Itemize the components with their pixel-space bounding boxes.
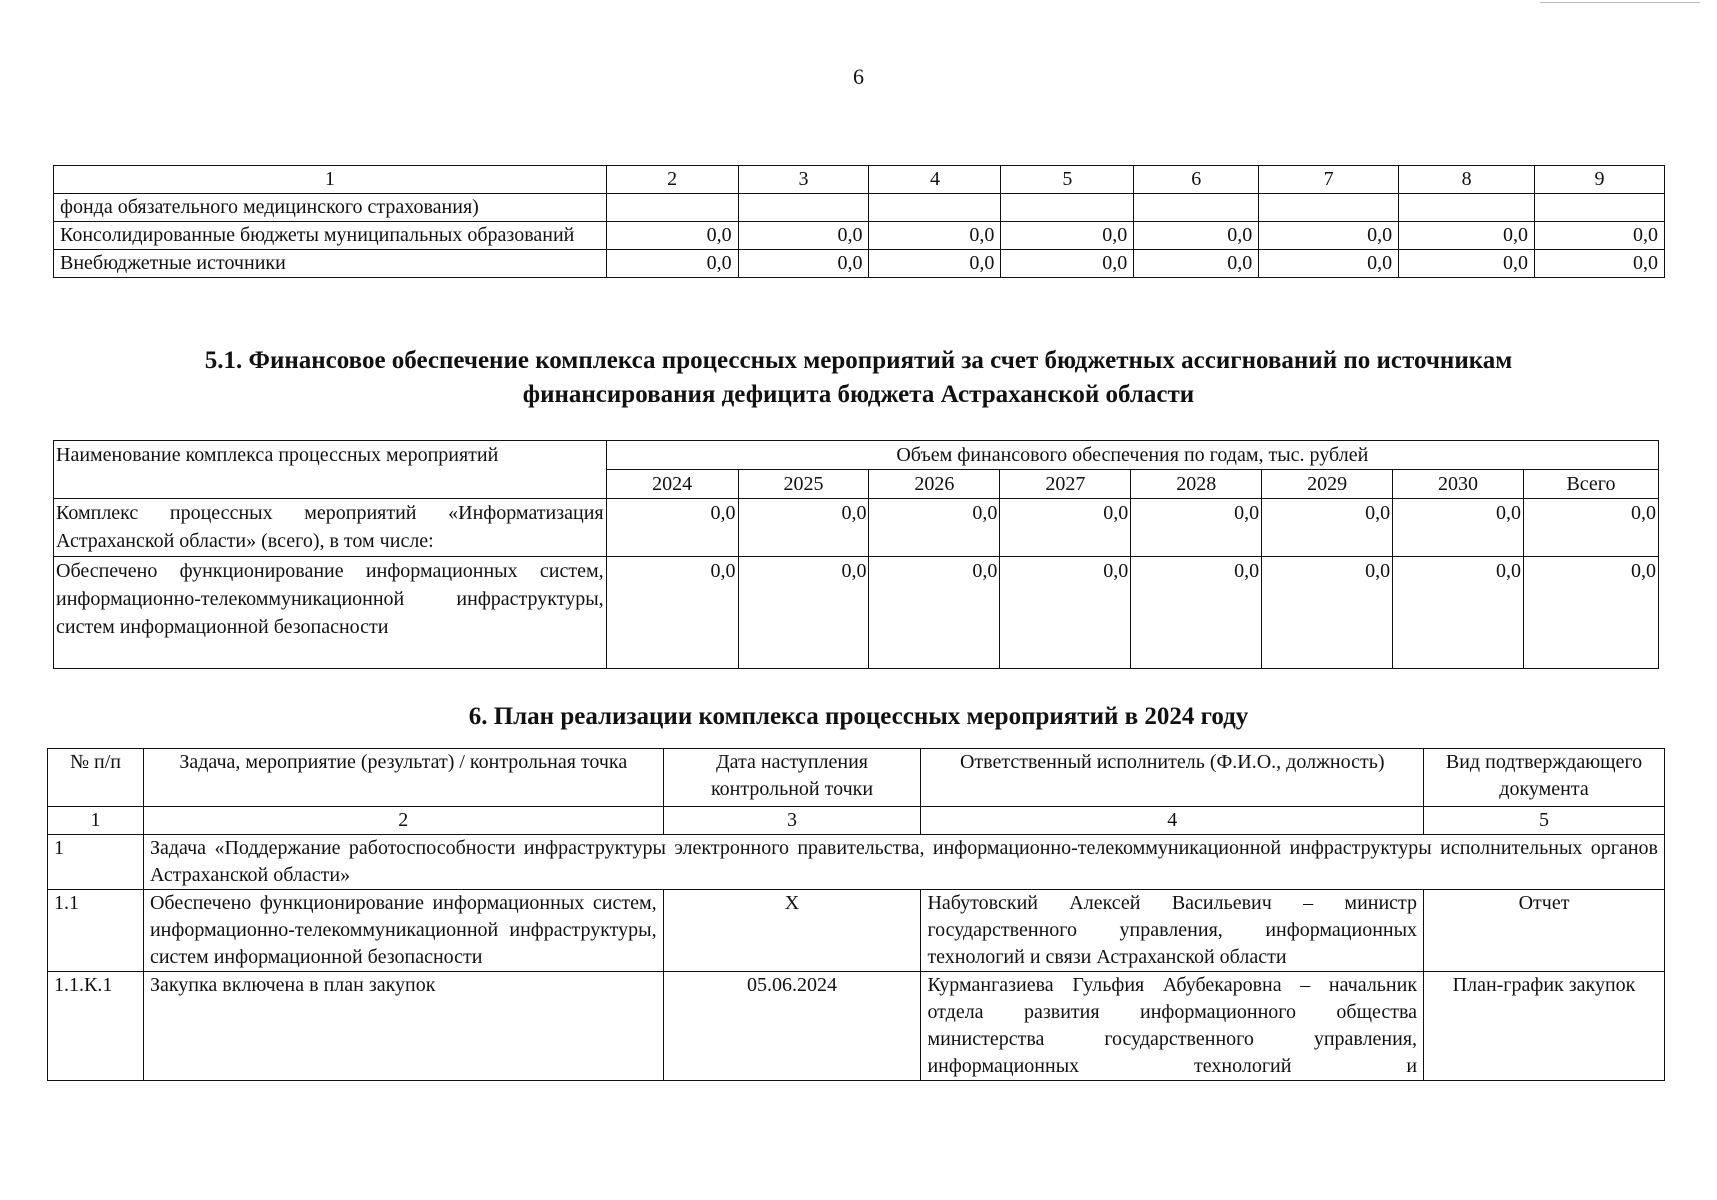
financing-table — [53, 440, 1659, 669]
value-cell: 0,0 — [1000, 499, 1131, 557]
task-number: 1 — [48, 835, 144, 890]
document-header: Вид подтверждающего документа — [1424, 749, 1665, 807]
col-number: 1 — [54, 166, 607, 194]
date-header: Дата наступления контрольной точки — [663, 749, 921, 807]
col-number: 5 — [1001, 166, 1134, 194]
table-row — [48, 890, 1665, 972]
value-cell: 0,0 — [1523, 557, 1658, 669]
value-cell — [1134, 194, 1259, 222]
table-row — [54, 222, 1665, 250]
value-cell: 0,0 — [1259, 222, 1399, 250]
col-number: 8 — [1399, 166, 1535, 194]
item-task: Обеспечено функционирование информационных систем, информационно-телекоммуникационной инфраструктуры, систем информационной безопасности — [143, 890, 663, 972]
value-cell: 0,0 — [606, 222, 738, 250]
col-number: 3 — [738, 166, 869, 194]
col-number: 5 — [1424, 807, 1665, 835]
num-header: № п/п — [48, 749, 144, 807]
item-document: Отчет — [1424, 890, 1665, 972]
section-51-title-line2: финансирования дефицита бюджета Астраханской области — [522, 381, 1195, 408]
value-cell — [1001, 194, 1134, 222]
value-cell: 0,0 — [1262, 557, 1393, 669]
year-header: 2024 — [606, 470, 738, 499]
col-number: 6 — [1134, 166, 1259, 194]
table-row — [54, 499, 1659, 557]
value-cell — [606, 194, 738, 222]
item-number: 1.1.К.1 — [48, 972, 144, 1081]
value-cell: 0,0 — [1131, 557, 1262, 669]
page-number: 6 — [853, 64, 864, 89]
column-number-row — [48, 807, 1665, 835]
year-header: 2025 — [738, 470, 869, 499]
value-cell: 0,0 — [1535, 250, 1665, 278]
header-row — [54, 441, 1659, 470]
value-cell: 0,0 — [738, 499, 869, 557]
value-cell: 0,0 — [1131, 499, 1262, 557]
table-row — [54, 557, 1659, 669]
volume-header: Объем финансового обеспечения по годам, тыс. рублей — [606, 441, 1658, 470]
item-responsible: Набутовский Алексей Васильевич – министр государственного управления, информационных технологий и связи Астраханской области — [921, 890, 1424, 972]
row-label: фонда обязательного медицинского страхования) — [54, 194, 607, 222]
value-cell: 0,0 — [1001, 250, 1134, 278]
table-row — [54, 194, 1665, 222]
year-header: 2027 — [1000, 470, 1131, 499]
value-cell: 0,0 — [869, 222, 1001, 250]
value-cell: 0,0 — [1523, 499, 1658, 557]
item-document: План-график закупок — [1424, 972, 1665, 1081]
item-date: 05.06.2024 — [663, 972, 921, 1081]
top-edge-rule — [1540, 2, 1700, 3]
value-cell: 0,0 — [1000, 557, 1131, 669]
value-cell: 0,0 — [1001, 222, 1134, 250]
responsible-header: Ответственный исполнитель (Ф.И.О., должность) — [921, 749, 1424, 807]
column-number-row — [54, 166, 1665, 194]
value-cell: 0,0 — [1393, 557, 1524, 669]
value-cell: 0,0 — [869, 250, 1001, 278]
value-cell: 0,0 — [606, 557, 738, 669]
section-51-title-line1: 5.1. Финансовое обеспечение комплекса процессных мероприятий за счет бюджетных ассигнований по источникам — [204, 347, 1513, 374]
task-text: Задача «Поддержание работоспособности инфраструктуры электронного правительства, информационно-телекоммуникационной инфраструктуры исполнительных органов Астраханской области» — [143, 835, 1664, 890]
item-number: 1.1 — [48, 890, 144, 972]
col-number: 3 — [663, 807, 921, 835]
value-cell: 0,0 — [606, 499, 738, 557]
header-row — [48, 749, 1665, 807]
section-51-title — [0, 344, 1717, 412]
col-number: 9 — [1535, 166, 1665, 194]
value-cell: 0,0 — [869, 557, 1000, 669]
value-cell: 0,0 — [1535, 222, 1665, 250]
col-number: 2 — [143, 807, 663, 835]
col-number: 2 — [606, 166, 738, 194]
value-cell — [1399, 194, 1535, 222]
year-header: 2028 — [1131, 470, 1262, 499]
value-cell — [1259, 194, 1399, 222]
value-cell: 0,0 — [738, 250, 869, 278]
row-label: Комплекс процессных мероприятий «Информатизация Астраханской области» (всего), в том числе: — [54, 499, 607, 557]
table-row — [48, 972, 1665, 1081]
year-header: 2030 — [1393, 470, 1524, 499]
task-header: Задача, мероприятие (результат) / контрольная точка — [143, 749, 663, 807]
funding-sources-table — [53, 165, 1665, 278]
value-cell: 0,0 — [1259, 250, 1399, 278]
value-cell — [869, 194, 1001, 222]
value-cell — [738, 194, 869, 222]
item-responsible: Курмангазиева Гульфия Абубекаровна – начальник отдела развития информационного общества министерства государственного управления, информационных технологий и — [921, 972, 1424, 1081]
year-header: Всего — [1523, 470, 1658, 499]
section-6-title: 6. План реализации комплекса процессных мероприятий в 2024 году — [468, 703, 1249, 730]
row-label: Обеспечено функционирование информационных систем, информационно-телекоммуникационной инфраструктуры, систем информационной безопасности — [54, 557, 607, 669]
item-date: X — [663, 890, 921, 972]
year-header: 2026 — [869, 470, 1000, 499]
value-cell: 0,0 — [1134, 250, 1259, 278]
value-cell: 0,0 — [738, 222, 869, 250]
name-header: Наименование комплекса процессных мероприятий — [54, 441, 607, 499]
value-cell — [1535, 194, 1665, 222]
value-cell: 0,0 — [1399, 222, 1535, 250]
value-cell: 0,0 — [869, 499, 1000, 557]
item-task: Закупка включена в план закупок — [143, 972, 663, 1081]
col-number: 4 — [921, 807, 1424, 835]
value-cell: 0,0 — [1393, 499, 1524, 557]
implementation-plan-table — [47, 748, 1665, 1081]
row-label: Консолидированные бюджеты муниципальных образований — [54, 222, 607, 250]
row-label: Внебюджетные источники — [54, 250, 607, 278]
value-cell: 0,0 — [738, 557, 869, 669]
task-row — [48, 835, 1665, 890]
year-header: 2029 — [1262, 470, 1393, 499]
value-cell: 0,0 — [606, 250, 738, 278]
value-cell: 0,0 — [1262, 499, 1393, 557]
col-number: 7 — [1259, 166, 1399, 194]
col-number: 4 — [869, 166, 1001, 194]
table-row — [54, 250, 1665, 278]
value-cell: 0,0 — [1134, 222, 1259, 250]
col-number: 1 — [48, 807, 144, 835]
value-cell: 0,0 — [1399, 250, 1535, 278]
